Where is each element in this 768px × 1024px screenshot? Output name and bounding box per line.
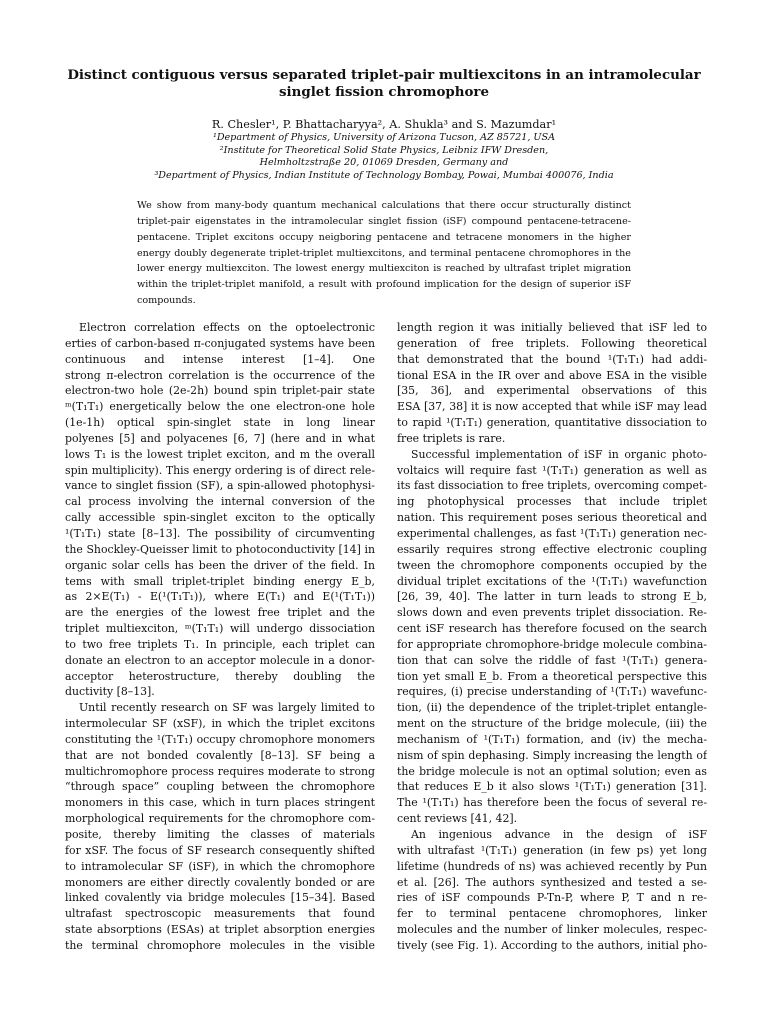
body-text-line: that reduces E_b it also slows ¹(T₁T₁) generation [31]. [397, 780, 707, 794]
body-text-line: spin multiplicity). This energy ordering is of direct rele- [65, 463, 375, 477]
body-text-line: are the energies of the lowest free triplet and the [65, 606, 375, 620]
body-text-line: ment on the structure of the bridge molecule, (iii) the [397, 717, 707, 731]
body-text-line: continuous and intense interest [1–4]. One [65, 352, 375, 366]
body-text-line: its fast dissociation to free triplets, overcoming compet- [397, 479, 707, 493]
body-text-line: the bridge molecule is not an optimal solution; even as [397, 764, 707, 778]
abstract-line: We show from many-body quantum mechanical calculations that there occur structurally distinct [137, 200, 631, 211]
body-text-line: cally accessible spin-singlet exciton to the optically [65, 511, 375, 525]
body-text-line: morphological requirements for the chromophore com- [65, 812, 375, 826]
body-text-line: tion, (ii) the dependence of the triplet-triplet entangle- [397, 701, 707, 715]
body-text-line: free triplets is rare. [397, 431, 506, 445]
body-text-line: generation of free triplets. Following theoretical [397, 336, 707, 350]
body-text-line: ᵐ(T₁T₁) energetically below the one electron-one hole [65, 400, 375, 414]
body-text-line: linked covalently via bridge molecules [15–34]. Based [65, 891, 375, 905]
body-text-line: The ¹(T₁T₁) has therefore been the focus of several re- [397, 796, 707, 810]
body-text-line: “through space” coupling between the chromophore [65, 780, 375, 794]
abstract-line: lower energy multiexciton. The lowest energy multiexciton is reached by ultrafast triplet migration [137, 263, 631, 275]
body-text-line: cent iSF research has therefore focused on the search [397, 622, 707, 636]
body-text-line: nism of spin dephasing. Simply increasing the length of [397, 748, 707, 762]
abstract [137, 199, 631, 308]
body-text-line: as 2×E(T₁) - E(¹(T₁T₁)), where E(T₁) and E(¹(T₁T₁)) [65, 590, 375, 604]
abstract-line: triplet-pair eigenstates in the intramolecular singlet fission (iSF) compound pentacene-tetracene- [137, 215, 631, 227]
body-text-line: ultrafast spectroscopic measurements that found [65, 907, 375, 921]
body-text-line: [26, 39, 40]. The latter in turn leads to strong E_b, [397, 590, 707, 604]
body-text-line: tion yet small E_b. From a theoretical perspective this [397, 669, 707, 683]
author-list [60, 118, 708, 132]
body-text-line: posite, thereby limiting the classes of materials [65, 828, 375, 841]
body-text-line: tion that can solve the riddle of fast ¹(T₁T₁) genera- [397, 653, 707, 667]
authors-line: R. Chesler¹, P. Bhattacharyya², A. Shukla³ and S. Mazumdar¹ [211, 118, 557, 131]
body-text-line: ¹(T₁T₁) state [8–13]. The possibility of circumventing [65, 526, 375, 540]
body-text-line: ing photophysical processes that include triplet [397, 495, 707, 509]
body-text-line: Electron correlation effects on the optoelectronic [79, 321, 375, 334]
body-text-line: ESA [37, 38] it is now accepted that while iSF may lead [397, 400, 707, 414]
body-text-line: the terminal chromophore molecules in the visible [65, 938, 375, 952]
body-text-line: voltaics will require fast ¹(T₁T₁) generation as well as [397, 463, 707, 477]
body-text-line: with ultrafast ¹(T₁T₁) generation (in few ps) yet long [397, 843, 707, 857]
body-text-line: state absorptions (ESAs) at triplet absorption energies [65, 923, 375, 937]
body-text-line: fer to terminal pentacene chromophores, linker [397, 907, 707, 921]
title-line-2: singlet fission chromophore [279, 84, 489, 100]
body-text-line: that are not bonded covalently [8–13]. SF being a [65, 748, 375, 762]
affiliations [60, 132, 708, 182]
body-text-line: ries of iSF compounds P-Tn-P, where P, T and n re- [397, 891, 707, 905]
body-text-line: for appropriate chromophore-bridge molecule combina- [397, 637, 707, 651]
body-text-line: tems with small triplet-triplet binding energy E_b, [65, 574, 375, 588]
body-text-line: electron-two hole (2e-2h) bound spin triplet-pair state [65, 384, 375, 398]
body-text-line: lows T₁ is the lowest triplet exciton, and m the overall [65, 447, 375, 461]
body-text-line: erties of carbon-based π-conjugated systems have been [65, 336, 375, 350]
body-text-line: strong π-electron correlation is the occurrence of the [65, 368, 375, 382]
body-text-line: Until recently research on SF was largely limited to [79, 701, 375, 715]
body-text-line: cent reviews [41, 42]. [397, 812, 518, 826]
body-text-line: donate an electron to an acceptor molecule in a donor- [65, 653, 375, 667]
body-text-line: acceptor heterostructure, thereby doubling the [65, 669, 375, 683]
body-text-line: that demonstrated that the bound ¹(T₁T₁) had addi- [397, 352, 707, 366]
abstract-line: compounds. [137, 295, 196, 307]
body-text-line: organic solar cells has been the driver of the field. In [65, 558, 375, 572]
paper-title [60, 67, 708, 101]
body-text-line: for xSF. The focus of SF research consequently shifted [65, 843, 375, 857]
body-text-line: constituting the ¹(T₁T₁) occupy chromophore monomers [65, 732, 375, 746]
body-text-line: the Shockley-Queisser limit to photoconductivity [14] in [65, 542, 375, 556]
abstract-line: energy doubly degenerate triplet-triplet multiexcitons, and terminal pentacene chromophores in the [137, 247, 631, 259]
body-text-line: length region it was initially believed that iSF led to [397, 321, 707, 334]
body-text-line: intermolecular SF (xSF), in which the triplet excitons [65, 717, 375, 731]
affiliation-line: Helmholtzstraße 20, 01069 Dresden, Germany and [259, 157, 509, 169]
body-text-line: tional ESA in the IR over and above ESA in the visible [397, 368, 707, 382]
body-text-line: experimental challenges, as fast ¹(T₁T₁) generation nec- [397, 526, 707, 540]
body-text-line: [35, 36], and experimental observations of this [397, 384, 707, 398]
body-text-line: multichromophore process requires moderate to strong [65, 764, 375, 778]
body-column-left [65, 320, 375, 954]
affiliation-line: ³Department of Physics, Indian Institute of Technology Bombay, Powai, Mumbai 400076, India [154, 169, 614, 181]
body-text-line: essarily requires strong effective electronic coupling [397, 542, 707, 556]
body-column-right [397, 320, 707, 954]
body-text-line: nation. This requirement poses serious theoretical and [397, 511, 707, 525]
body-text-line: dividual triplet excitations of the ¹(T₁T₁) wavefunction [397, 574, 707, 588]
body-text-line: (1e-1h) optical spin-singlet state in long linear [65, 416, 375, 430]
body-text-line: triplet multiexciton, ᵐ(T₁T₁) will undergo dissociation [65, 622, 375, 636]
body-text-line: tively (see Fig. 1). According to the authors, initial pho- [397, 938, 707, 952]
body-text-line: requires, (i) precise understanding of ¹(T₁T₁) wavefunc- [397, 685, 707, 699]
body-text-line: molecules and the number of linker molecules, respec- [397, 923, 707, 937]
title-line-1: Distinct contiguous versus separated triplet-pair multiexcitons in an intramolecular [67, 67, 701, 83]
abstract-line: within the triplet-triplet manifold, a result with profound implication for the design of superior iSF [137, 279, 631, 291]
body-text-line: et al. [26]. The authors synthesized and tested a se- [397, 875, 707, 889]
body-text-line: mechanism of ¹(T₁T₁) formation, and (iv) the mecha- [397, 732, 707, 746]
abstract-line: pentacene. Triplet excitons occupy neigboring pentacene and tetracene monomers in the higher [137, 231, 631, 243]
body-text-line: to rapid ¹(T₁T₁) generation, quantitative dissociation to [397, 416, 707, 430]
body-text-line: slows down and even prevents triplet dissociation. Re- [397, 606, 707, 620]
affiliation-line: ¹Department of Physics, University of Arizona Tucson, AZ 85721, USA [212, 132, 556, 143]
body-text-line: lifetime (hundreds of ns) was achieved recently by Pun [397, 859, 707, 873]
body-text-line: cal process involving the internal conversion of the [65, 495, 375, 509]
affiliation-line: ²Institute for Theoretical Solid State Physics, Leibniz IFW Dresden, [219, 144, 549, 156]
body-text-line: monomers in this case, which in turn places stringent [65, 796, 375, 810]
body-text-line: vance to singlet fission (SF), a spin-allowed photophysi- [65, 479, 375, 493]
body-text-line: An ingenious advance in the design of iSF [411, 828, 707, 841]
body-text-line: ductivity [8–13]. [65, 685, 155, 699]
body-text-line: to two free triplets T₁. In principle, each triplet can [65, 637, 375, 651]
body-text-line: polyenes [5] and polyacenes [6, 7] (here and in what [65, 431, 375, 445]
body-text-line: to intramolecular SF (iSF), in which the chromophore [65, 859, 375, 873]
body-text-line: tween the chromophore components occupied by the [397, 558, 707, 572]
body-text-line: monomers are either directly covalently bonded or are [65, 875, 375, 889]
body-text-line: Successful implementation of iSF in organic photo- [411, 447, 707, 461]
